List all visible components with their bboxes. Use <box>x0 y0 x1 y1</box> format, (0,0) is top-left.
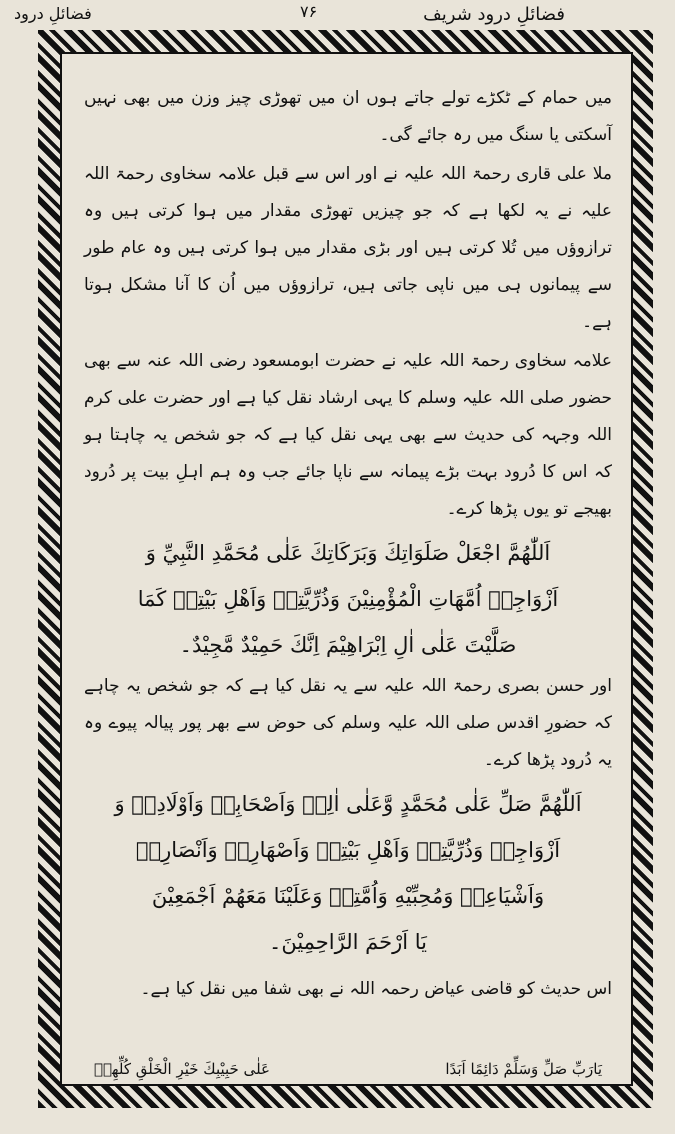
arabic-line: اَللّٰهُمَّ صَلِّ عَلٰى مُحَمَّدٍ وَّعَلٰى اٰلِهٖ وَاَصْحَابِهٖ وَاَوْلَادِهٖ وَ <box>114 792 582 816</box>
footer-right-verse: یَارَبِّ صَلِّ وَسَلِّمْ دَائِمًا اَبَدًا <box>445 1060 602 1078</box>
arabic-durood-1 <box>84 530 612 668</box>
arabic-durood-2 <box>84 781 612 965</box>
paragraph: ملا علی قاری رحمۃ اللہ علیہ نے اور اس سے قبل علامہ سخاوی رحمۃ اللہ علیہ نے یہ لکھا ہے کہ جو چیزیں تھوڑی مقدار میں ہوا کرتی ہیں وہ ترازوؤں میں تُلا کرتی ہیں اور بڑی مقدار میں ہوا کرتی ہیں وہ عام طور سے پیمانوں ہی میں ناپی جاتی ہیں، ترازوؤں میں اُن کا آنا مشکل ہوتا ہے۔ <box>84 164 612 332</box>
paragraph: علامہ سخاوی رحمۃ اللہ علیہ نے حضرت ابومسعود رضی اللہ عنہ سے بھی حضور صلی اللہ علیہ وسلم کا یہی ارشاد نقل کیا ہے اور حضرت علی کرم اللہ وجہہ کی حدیث سے بھی یہی نقل کیا ہے کہ جو شخص یہ چاہتا ہو کہ اس کا دُرود بہت بڑے پیمانہ سے ناپا جائے جب وہ ہم اہلِ بیت پر دُرود بھیجے تو یوں پڑھا کرے۔ <box>84 351 612 519</box>
arabic-line: اَزْوَاجِهٖ اُمَّهَاتِ الْمُؤْمِنِيْنَ وَذُرِّيَّتِهٖ وَاَهْلِ بَيْتِهٖ كَمَا <box>137 587 559 611</box>
running-head-left: فضائلِ درود <box>14 4 92 23</box>
paragraph: اور حسن بصری رحمۃ اللہ علیہ سے یہ نقل کیا ہے کہ جو شخص یہ چاہے کہ حضورِ اقدس صلی اللہ علیہ وسلم کی حوض سے بھر پور پیالہ پیوے وہ یہ دُرود پڑھا کرے۔ <box>84 676 612 770</box>
page-number: ۷۶ <box>300 2 318 21</box>
arabic-line: صَلَّيْتَ عَلٰى اٰلِ اِبْرَاهِيْمَ اِنَّكَ حَمِيْدٌ مَّجِيْدٌ۔ <box>179 633 517 657</box>
running-head-right: فضائلِ درود شریف <box>423 4 565 25</box>
arabic-line: اَزْوَاجِهٖ وَذُرِّيَّتِهٖ وَاَهْلِ بَيْتِهٖ وَاَصْهَارِهٖ وَاَنْصَارِهٖ <box>135 838 561 862</box>
page-body <box>84 80 612 1080</box>
arabic-line: اَللّٰهُمَّ اجْعَلْ صَلَوَاتِكَ وَبَرَكَاتِكَ عَلٰى مُحَمَّدِ النَّبِيِّ وَ <box>145 541 551 565</box>
arabic-line: يَا اَرْحَمَ الرَّاحِمِيْنَ۔ <box>269 930 427 954</box>
footer-left-verse: عَلٰى حَبِيْبِكَ خَيْرِ الْخَلْقِ كُلِّهِمٖ <box>94 1060 270 1078</box>
arabic-line: وَاَشْيَاعِهٖ وَمُحِبِّيْهِ وَاُمَّتِهٖ وَعَلَيْنَا مَعَهُمْ اَجْمَعِيْنَ <box>151 884 545 908</box>
source-note: اس حدیث کو قاضی عیاض رحمہ اللہ نے بھی شفا میں نقل کیا ہے۔ <box>140 979 612 999</box>
page-footer <box>84 1052 612 1092</box>
paragraph: میں حمام کے ٹکڑے تولے جاتے ہوں ان میں تھوڑی چیز وزن میں بھی نہیں آسکتی یا سنگ میں رہ جائے گی۔ <box>84 88 612 145</box>
